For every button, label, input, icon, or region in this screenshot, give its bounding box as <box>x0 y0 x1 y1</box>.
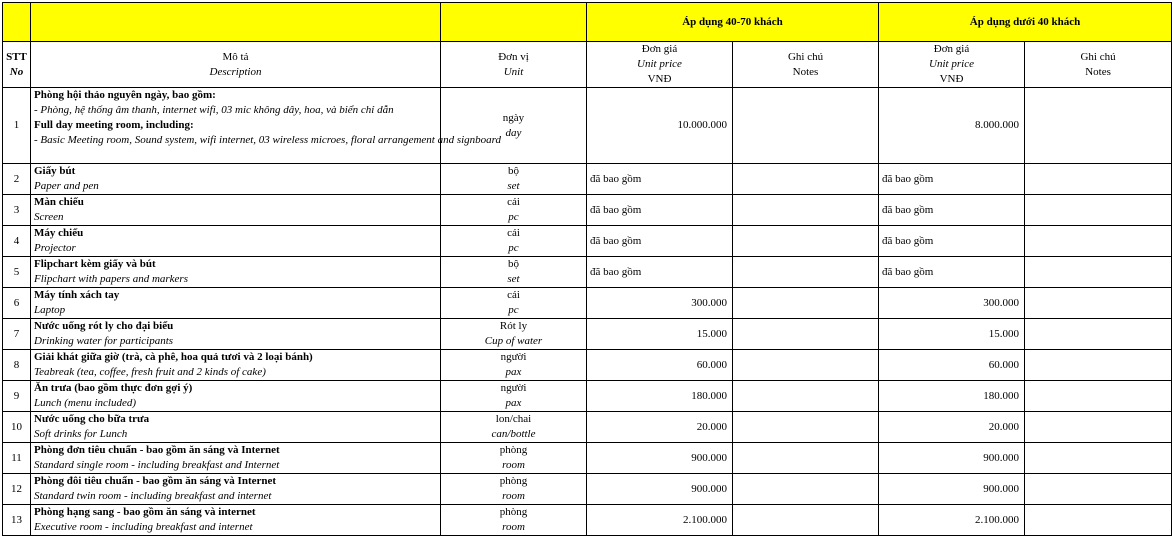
price-a-cell[interactable]: đã bao gồm <box>587 257 733 288</box>
group-header-row <box>3 3 1172 42</box>
unit-cell[interactable]: phòng room <box>441 443 587 474</box>
notes-b-cell[interactable] <box>1025 319 1172 350</box>
col-header-price-a[interactable]: Đơn giá Unit price VNĐ <box>587 42 733 88</box>
row-number-cell[interactable]: 10 <box>3 412 31 443</box>
description-cell[interactable]: Phòng hội thảo nguyên ngày, bao gồm: - Phòng, hệ thống âm thanh, internet wifi, 03 mic không dây, hoa, và biển chỉ dẫn Full day meeting room, including: - Basic Meeting room, Sound system, wifi internet, 03 wireless microes, floral arrangement and signboard <box>31 88 441 164</box>
table-row <box>3 164 1172 195</box>
table-row <box>3 257 1172 288</box>
row-number-cell[interactable]: 12 <box>3 474 31 505</box>
col-header-unit[interactable]: Đơn vị Unit <box>441 42 587 88</box>
notes-a-cell[interactable] <box>733 319 879 350</box>
row-number-cell[interactable]: 3 <box>3 195 31 226</box>
description-cell[interactable]: Màn chiếu Screen <box>31 195 441 226</box>
price-b-cell[interactable]: 300.000 <box>879 288 1025 319</box>
table-row <box>3 412 1172 443</box>
price-a-cell[interactable]: 180.000 <box>587 381 733 412</box>
notes-b-cell[interactable] <box>1025 164 1172 195</box>
unit-cell[interactable]: cái pc <box>441 226 587 257</box>
price-b-cell[interactable]: 180.000 <box>879 381 1025 412</box>
group-header-under-40[interactable]: Áp dụng dưới 40 khách <box>879 3 1172 42</box>
row-number-cell[interactable]: 5 <box>3 257 31 288</box>
price-b-cell[interactable]: đã bao gồm <box>879 195 1025 226</box>
row-number-cell[interactable]: 1 <box>3 88 31 164</box>
unit-cell[interactable]: cái pc <box>441 288 587 319</box>
description-cell[interactable]: Phòng đôi tiêu chuẩn - bao gồm ăn sáng và Internet Standard twin room - including breakfast and internet <box>31 474 441 505</box>
price-a-cell[interactable]: 900.000 <box>587 443 733 474</box>
notes-a-cell[interactable] <box>733 164 879 195</box>
notes-b-cell[interactable] <box>1025 88 1172 164</box>
table-row <box>3 319 1172 350</box>
notes-b-cell[interactable] <box>1025 474 1172 505</box>
price-table <box>2 2 1172 536</box>
table-row <box>3 381 1172 412</box>
price-b-cell[interactable]: 900.000 <box>879 474 1025 505</box>
notes-a-cell[interactable] <box>733 288 879 319</box>
unit-cell[interactable]: Rót ly Cup of water <box>441 319 587 350</box>
notes-a-cell[interactable] <box>733 474 879 505</box>
notes-b-cell[interactable] <box>1025 226 1172 257</box>
price-a-cell[interactable]: 900.000 <box>587 474 733 505</box>
description-cell[interactable]: Nước uống rót ly cho đại biểu Drinking water for participants <box>31 319 441 350</box>
price-a-cell[interactable]: 15.000 <box>587 319 733 350</box>
price-b-cell[interactable]: 900.000 <box>879 443 1025 474</box>
price-a-cell[interactable]: 60.000 <box>587 350 733 381</box>
row-number-cell[interactable]: 9 <box>3 381 31 412</box>
description-cell[interactable]: Flipchart kèm giấy và bút Flipchart with papers and markers <box>31 257 441 288</box>
notes-b-cell[interactable] <box>1025 381 1172 412</box>
price-a-cell[interactable]: đã bao gồm <box>587 195 733 226</box>
notes-b-cell[interactable] <box>1025 350 1172 381</box>
row-number-cell[interactable]: 2 <box>3 164 31 195</box>
notes-b-cell[interactable] <box>1025 195 1172 226</box>
price-b-cell[interactable]: đã bao gồm <box>879 164 1025 195</box>
table-row <box>3 443 1172 474</box>
description-cell[interactable]: Máy chiếu Projector <box>31 226 441 257</box>
unit-cell[interactable]: người pax <box>441 381 587 412</box>
table-row <box>3 350 1172 381</box>
group-header-40-70[interactable]: Áp dụng 40-70 khách <box>587 3 879 42</box>
unit-cell[interactable]: phòng room <box>441 505 587 536</box>
unit-cell[interactable]: cái pc <box>441 195 587 226</box>
price-a-cell[interactable]: 10.000.000 <box>587 88 733 164</box>
unit-cell[interactable]: ngày day <box>441 88 587 164</box>
price-b-cell[interactable]: 60.000 <box>879 350 1025 381</box>
notes-a-cell[interactable] <box>733 443 879 474</box>
blank-cell[interactable] <box>441 3 587 42</box>
blank-cell[interactable] <box>31 3 441 42</box>
row-number-cell[interactable]: 7 <box>3 319 31 350</box>
notes-b-cell[interactable] <box>1025 288 1172 319</box>
col-header-stt[interactable]: STT No <box>3 42 31 88</box>
price-a-cell[interactable]: đã bao gồm <box>587 164 733 195</box>
unit-cell[interactable]: lon/chai can/bottle <box>441 412 587 443</box>
notes-b-cell[interactable] <box>1025 443 1172 474</box>
notes-b-cell[interactable] <box>1025 505 1172 536</box>
table-row <box>3 88 1172 164</box>
notes-a-cell[interactable] <box>733 381 879 412</box>
price-b-cell[interactable]: 20.000 <box>879 412 1025 443</box>
col-header-description[interactable]: Mô tả Description <box>31 42 441 88</box>
notes-a-cell[interactable] <box>733 226 879 257</box>
price-b-cell[interactable]: 8.000.000 <box>879 88 1025 164</box>
price-a-cell[interactable]: 20.000 <box>587 412 733 443</box>
col-header-notes-a[interactable]: Ghi chú Notes <box>733 42 879 88</box>
blank-cell[interactable] <box>3 3 31 42</box>
row-number-cell[interactable]: 11 <box>3 443 31 474</box>
notes-a-cell[interactable] <box>733 505 879 536</box>
row-number-cell[interactable]: 6 <box>3 288 31 319</box>
price-b-cell[interactable]: đã bao gồm <box>879 226 1025 257</box>
notes-a-cell[interactable] <box>733 195 879 226</box>
unit-cell[interactable]: bộ set <box>441 164 587 195</box>
description-cell[interactable]: Phòng đơn tiêu chuẩn - bao gồm ăn sáng và Internet Standard single room - including breakfast and Internet <box>31 443 441 474</box>
description-cell[interactable]: Nước uống cho bữa trưa Soft drinks for Lunch <box>31 412 441 443</box>
notes-a-cell[interactable] <box>733 350 879 381</box>
notes-b-cell[interactable] <box>1025 412 1172 443</box>
row-number-cell[interactable]: 4 <box>3 226 31 257</box>
description-cell[interactable]: Giải khát giữa giờ (trà, cà phê, hoa quả tươi và 2 loại bánh) Teabreak (tea, coffee, fresh fruit and 2 kinds of cake) <box>31 350 441 381</box>
row-number-cell[interactable]: 8 <box>3 350 31 381</box>
description-cell[interactable]: Ăn trưa (bao gồm thực đơn gợi ý) Lunch (menu included) <box>31 381 441 412</box>
price-a-cell[interactable]: 2.100.000 <box>587 505 733 536</box>
description-cell[interactable]: Phòng hạng sang - bao gồm ăn sáng và internet Executive room - including breakfast and internet <box>31 505 441 536</box>
table-row <box>3 226 1172 257</box>
table-row <box>3 505 1172 536</box>
unit-cell[interactable]: người pax <box>441 350 587 381</box>
price-b-cell[interactable]: đã bao gồm <box>879 257 1025 288</box>
unit-cell[interactable]: bộ set <box>441 257 587 288</box>
price-b-cell[interactable]: 2.100.000 <box>879 505 1025 536</box>
column-header-row <box>3 42 1172 88</box>
description-cell[interactable]: Máy tính xách tay Laptop <box>31 288 441 319</box>
col-header-price-b[interactable]: Đơn giá Unit price VNĐ <box>879 42 1025 88</box>
notes-a-cell[interactable] <box>733 412 879 443</box>
table-row <box>3 195 1172 226</box>
col-header-notes-b[interactable]: Ghi chú Notes <box>1025 42 1172 88</box>
table-row <box>3 288 1172 319</box>
price-a-cell[interactable]: đã bao gồm <box>587 226 733 257</box>
row-number-cell[interactable]: 13 <box>3 505 31 536</box>
description-cell[interactable]: Giấy bút Paper and pen <box>31 164 441 195</box>
table-row <box>3 474 1172 505</box>
notes-a-cell[interactable] <box>733 257 879 288</box>
price-a-cell[interactable]: 300.000 <box>587 288 733 319</box>
unit-cell[interactable]: phòng room <box>441 474 587 505</box>
notes-a-cell[interactable] <box>733 88 879 164</box>
notes-b-cell[interactable] <box>1025 257 1172 288</box>
price-b-cell[interactable]: 15.000 <box>879 319 1025 350</box>
